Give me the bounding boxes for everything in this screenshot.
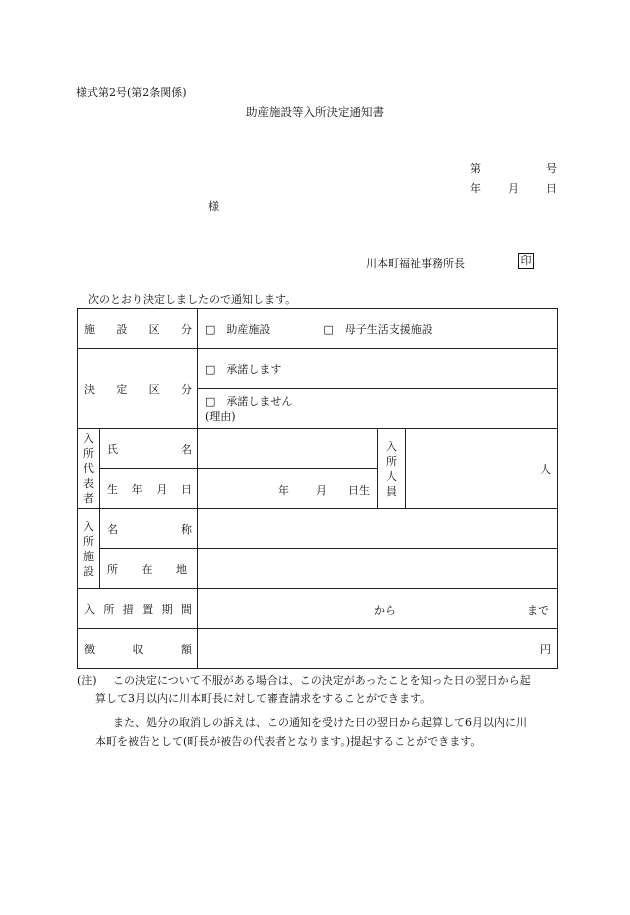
date-day: 日 [546,182,557,195]
issuer-name: 川本町福祉事務所長 [366,257,465,270]
addressee-suffix: 様 [208,200,219,213]
doc-no-prefix: 第 [470,162,481,175]
notes-line-4: 本町を被告として(町長が被告の代表者となります。)提起することができます。 [95,735,482,748]
period-to: まで [527,604,550,617]
facility-name-label: 名 称 [100,509,198,549]
fee-value[interactable] [198,629,558,669]
form-id: 様式第2号(第2条関係) [76,86,187,99]
notes-line-3: また、処分の取消しの訴えは、この通知を受けた日の翌日から起算して6月以内に川 [113,716,527,729]
birthdate-value[interactable] [198,469,378,509]
document-title: 助産施設等入所決定通知書 [246,105,384,119]
period-row [78,589,558,629]
option-mother-child-facility[interactable]: □ 母子生活支援施設 [323,322,433,336]
doc-no-suffix: 号 [546,162,557,175]
facility-category-options [198,309,558,349]
date-year: 年 [470,182,481,195]
decision-label: 決 定 区 分 [78,349,198,429]
fee-label: 徴 収 額 [78,629,198,669]
facility-name-value[interactable] [198,509,558,549]
birthdate-label: 生 年 月 日 [100,469,198,509]
notes-line-2: 算して3月以内に川本町長に対して審査請求をすることができます。 [95,692,432,705]
decision-row-accept [78,349,558,389]
intro-text: 次のとおり決定しましたので通知します。 [88,293,297,306]
persons-value[interactable] [406,429,558,509]
notes-line-1: この決定について不服がある場合は、この決定があったことを知った日の翌日から起 [113,674,531,687]
representative-label: 入 所 代 表 者 [78,429,100,509]
notes [77,670,557,760]
period-value[interactable] [198,589,558,629]
birth-year-unit: 年 [278,484,289,497]
decision-reason-label: (理由) [205,409,236,423]
fee-unit: 円 [540,642,552,656]
facility-name-row [78,509,558,549]
period-from: から [374,604,396,617]
facility-address-label: 所 在 地 [100,549,198,589]
birth-day-unit: 日生 [348,484,370,497]
decision-accept-option[interactable]: □ 承諾します [198,349,558,389]
facility-address-value[interactable] [198,549,558,589]
issue-date [470,180,556,194]
persons-unit: 人 [540,462,552,476]
representative-name-row [78,429,558,469]
option-midwifery-facility[interactable]: □ 助産施設 [205,322,271,336]
birth-month-unit: 月 [316,484,327,497]
persons-label: 入 所 人 員 [378,429,406,509]
decision-form-table [77,308,558,669]
seal-mark: 印 [518,253,534,269]
fee-row [78,629,558,669]
decision-reject-cell [198,389,558,429]
period-label: 入 所 措 置 期 間 [78,589,198,629]
facility-label: 入 所 施 設 [78,509,100,589]
date-month: 月 [508,182,519,195]
facility-category-row [78,309,558,349]
name-value[interactable] [198,429,378,469]
name-label: 氏 名 [100,429,198,469]
facility-address-row [78,549,558,589]
document-number [470,160,556,174]
decision-reject-option[interactable]: □ 承諾しません [205,394,293,408]
facility-category-label: 施 設 区 分 [78,309,198,349]
notes-label: (注) [77,674,97,687]
